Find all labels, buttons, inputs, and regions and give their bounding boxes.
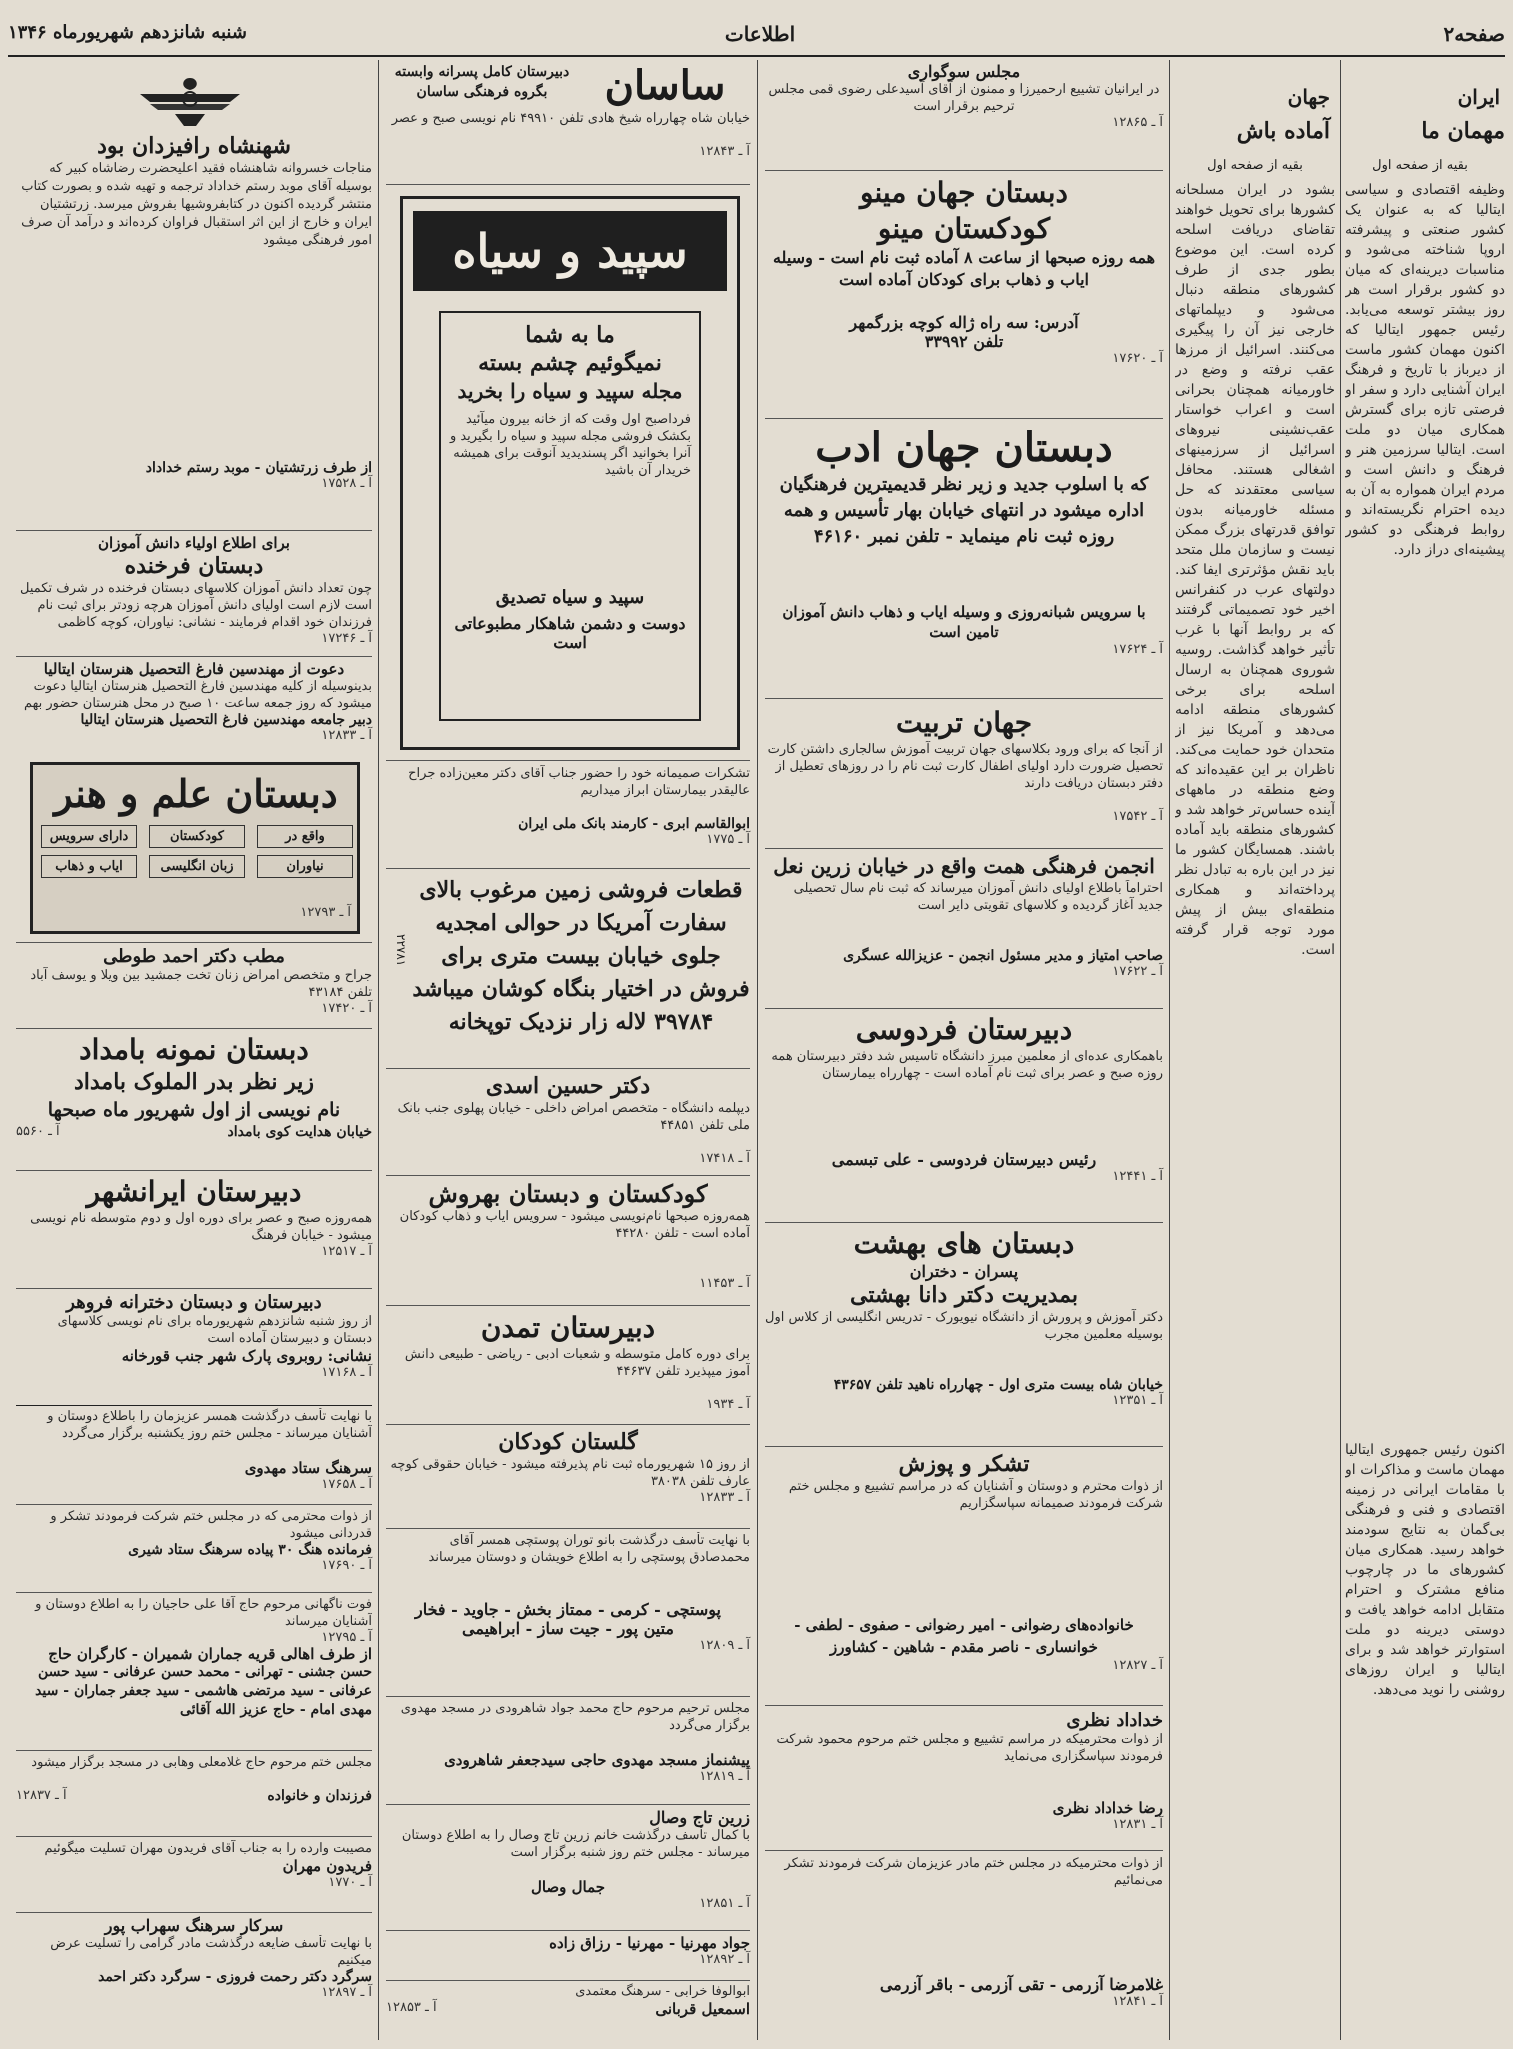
ad-jahanadab-footer: با سرویس شبانه‌روزی و وسیله ایاب و ذهاب دانش آموزان تامین است <box>782 603 1146 641</box>
ad-mosque-ref: آ ـ ۱۲۸۱۹ <box>699 1769 750 1784</box>
ad-behrooz-title: کودکستان و دبستان بهروش <box>428 1179 708 1208</box>
ad-nazari-body: از ذوات محترمیکه در مراسم تشییع و مجلس ختم مرحوم محمود شرکت فرمودند سپاسگزاری می‌نماید <box>776 1732 1163 1764</box>
issue-date: شنبه شانزدهم شهریورماه ۱۳۴۶ <box>8 22 247 43</box>
ad-jahanadab-title: دبستان جهان ادب <box>815 424 1113 471</box>
ad-thanks-title: تشکر و پوزش <box>898 1451 1030 1477</box>
ad-sepid-logo: سپید و سیاه <box>413 211 727 291</box>
world-body: بشود در ایران مسلحانه کشورها برای تحویل خواهند تقاضای دریافت اسلحه کرده است. این موضوع بطور جدی از طرف کشورهای منطقه دنبال می‌شود و دیپلماتهای خارجی نیز آن را پیگیری می‌کنند. اسرائیل از مرزها عقب نرفته و وضع در خاورمیانه همچنان بحرانی است و اعراب خواستار عقب‌نشینی نیروهای اسرائیل از سرزمینهای اشغالی هستند. محافل سیاسی معتقدند که حل مسئله خاورمیانه بدون توافق قدرتهای بزرگ ممکن نیست و سازمان ملل متحد باید نقش مؤثرتری ایفا کند. دولتهای عرب در کنفرانس اخیر خود تصمیماتی گرفتند که بر روابط آنها با غرب تأثیر خواهد گذاشت. روسیه شوروی همچنان به ارسال اسلحه برای برخی کشورهای منطقه ادامه می‌دهد و آمریکا نیز از متحدان خود حمایت می‌کند. ناظران بر این عقیده‌اند که وضع منطقه در ماههای آینده حساس‌تر خواهد شد و کشورهای منطقه باید آماده باشند. همسایگان کشور ما نیز در این باره به تبادل نظر پرداخته‌اند و همکاری منطقه‌ای بیش از پیش مورد توجه قرار گرفته است. <box>1175 182 1335 958</box>
ad-shemiran-ref: آ ـ ۱۲۷۹۵ <box>321 1630 372 1645</box>
ad-anjoman-body: احتراماً باطلاع اولیای دانش آموزان میرساند که ثبت نام سال تحصیلی جدید آغاز گردیده و کلاسهای تقویتی دایر است <box>793 881 1163 913</box>
ad-farkhondeh-body: چون تعداد دانش آموزان کلاسهای دبستان فرخنده در شرف تکمیل است لازم است اولیای دانش آموزان هرچه زودتر برای ثبت نام فرزندان خود اقدام فرمایند - نشانی: نیاوران، کوچه کاظمی <box>20 581 372 630</box>
ad-forouhar <box>16 1292 372 1402</box>
ad-vahabi <box>16 1754 372 1834</box>
ad-mourning <box>765 62 1163 167</box>
ad-elmohonar-l1: دارای سرویس <box>41 825 137 848</box>
ad-ferdowsi-sign: رئیس دبیرستان فردوسی - علی تبسمی <box>831 1150 1097 1169</box>
ad-thanks-doctor <box>386 765 750 865</box>
ad-sohrab-sign: سرگرد دکتر رحمت فروزی - سرگرد دکتر احمد <box>98 1969 372 1985</box>
ad-vahabi-body: مجلس ختم مرحوم حاج غلامعلی وهابی در مسجد برگزار میشود <box>31 1755 372 1770</box>
ad-ferdowsi-body: باهمکاری عده‌ای از معلمین مبرز دانشگاه تاسیس شد دفتر دبیرستان همه روزه صبح و عصر برای ثبت نام آماده است - چهارراه بیمارستان <box>771 1049 1163 1081</box>
ad-tarbiat-title: جهان تربیت <box>895 706 1033 739</box>
iran-continuation: بقیه از صفحه اول <box>1372 158 1468 173</box>
ad-mehran-sign: فریدون مهران <box>282 1857 372 1875</box>
ad-behesht <box>765 1226 1163 1441</box>
ad-sepid-line2: نمیگوئیم چشم بسته <box>478 350 662 376</box>
ad-elmohonar-l5: واقع در <box>257 825 353 848</box>
ad-tarbiat-body: از آنجا که برای ورود بکلاسهای جهان تربیت آموزش سالجاری داشتن کارت تحصیل ضرورت دارد اولیای اطفال کارت ثبت نام را در روزهای تعطیل از دفتر دبستان دریافت دارند <box>767 742 1163 791</box>
ad-azarmi-ref: آ ـ ۱۲۸۴۱ <box>1112 1994 1163 2009</box>
ad-shahanshah-body: مناجات خسروانه شاهنشاه فقید اعلیحضرت رضاشاه کبیر که بوسیله آقای موبد رستم خداداد ترجمه و تهیه شده و بصورت کتاب منتشر گردیده اکنون در کتابفروشیها بفروش میرسد. زرتشتیان ایران و خارج از این اثر استقبال فراوان کرده‌اند و درآمد آن صرف امور فرهنگی میشود <box>21 161 372 248</box>
ad-shemiran-body: فوت ناگهانی مرحوم حاج آقا علی حاجیان را به اطلاع دوستان و آشنایان میرساند <box>35 1597 372 1629</box>
ad-shahanshah-ref: آ ـ ۱۷۵۲۸ <box>321 476 372 491</box>
ad-mehrnia <box>386 1934 750 1978</box>
ad-zarin-ref: آ ـ ۱۲۸۵۱ <box>699 1896 750 1911</box>
ad-sepid-line3: مجله سپید و سیاه را بخرید <box>457 379 683 403</box>
ad-honarestan-sign: دبیر جامعه مهندسین فارغ التحصیل هنرستان ایتالیا <box>80 712 372 728</box>
ad-minoo-ref: آ ـ ۱۷۶۲۰ <box>1112 351 1163 366</box>
ad-vahabi-ref: آ ـ ۱۲۸۳۷ <box>16 1788 67 1803</box>
ad-behesht-ref: آ ـ ۱۲۳۵۱ <box>1112 1393 1163 1408</box>
ad-thanks-multi-ref: آ ـ ۱۲۸۰۹ <box>699 1638 750 1653</box>
ad-thanks-multi-sign2: متین پور - جیت ساز - ابراهیمی <box>461 1619 674 1638</box>
ad-bamdad-title: دبستان نمونه بامداد <box>79 1033 309 1066</box>
ad-mehrnia-body: جواد مهرنیا - مهرنیا - رزاق زاده <box>549 1934 750 1952</box>
ad-sasan <box>386 62 750 182</box>
ad-asadi-body: دیپلمه دانشگاه - متخصص امراض داخلی - خیابان پهلوی جنب بانک ملی تلفن ۴۴۸۵۱ <box>397 1101 750 1133</box>
ad-shahanshah <box>16 132 372 527</box>
ad-mehran-body: مصیبت وارده را به جناب آقای فریدون مهران تسلیت میگوئیم <box>44 1841 372 1856</box>
iran-body-2: اکنون رئیس جمهوری ایتالیا مهمان ماست و مذاکرات او با مقامات ایرانی در زمینه اقتصادی و فنی و فرهنگی بی‌گمان به نتایج سودمند خواهد رسید. همکاری میان کشورهای ما در چارچوب منافع مشترک و احترام متقابل ادامه خواهد یافت و دوستی دیرینه دو ملت استوارتر خواهد شد و برای ایتالیا و ایران روزهای روشنی را نوید می‌دهد. <box>1345 1442 1505 1698</box>
ad-shemiran-sign1: از طرف اهالی قریه جماران شمیران - کارگران حاج <box>48 1645 372 1663</box>
ad-shemiran <box>16 1596 372 1746</box>
ad-iranshahr-title: دبیرستان ایرانشهر <box>86 1175 302 1208</box>
ad-azarmi <box>765 1855 1163 2035</box>
ad-asadi-ref: آ ـ ۱۷۴۱۸ <box>699 1151 750 1166</box>
ad-behesht-director: بمدیریت دکتر دانا بهشتی <box>849 1282 1078 1308</box>
ad-asadi-title: دکتر حسین اسدی <box>485 1073 651 1099</box>
ad-forouhar-title: دبیرستان و دبستان دخترانه فروهر <box>66 1292 322 1313</box>
ad-toti <box>16 946 372 1026</box>
ad-tamadon-title: دبیرستان تمدن <box>480 1311 656 1344</box>
col-rule-3 <box>378 60 379 2040</box>
iran-body-1: وظیفه اقتصادی و سیاسی ایتالیا که به عنوان یک کشور صنعتی و پیشرفته اروپا شناخته می‌شود و مناسبات دیرینه‌ای که میان دو کشور برقرار است هر روز بیشتر توسعه می‌یابد. رئیس جمهور ایتالیا که اکنون مهمان کشور ماست از دیرباز با تاریخ و فرهنگ ایران آشنایی دارد و سفر او فرصتی تازه برای گسترش همکاری میان دو ملت است. ایتالیا سرزمین هنر و فرهنگ و دانش است و مردم ایران همواره به آن به دیده احترام نگریسته‌اند و روابط فرهنگی دو کشور پیشینه‌ای دراز دارد. <box>1345 182 1505 558</box>
ad-asadi <box>386 1072 750 1172</box>
ad-ghorbani <box>386 1983 750 2043</box>
ad-sepid-footer2: دوست و دشمن شاهکار مطبوعاتی است <box>454 614 686 652</box>
ad-tarahoum2-sign: فرمانده هنگ ۳۰ پیاده سرهنگ ستاد شیری <box>128 1542 372 1558</box>
ad-tarahoum1-sign: سرهنگ ستاد مهدوی <box>244 1459 372 1477</box>
ad-toti-title: مطب دکتر احمد طوطی <box>103 946 285 967</box>
ad-honarestan-body: بدینوسیله از کلیه مهندسین فارغ التحصیل هنرستان ایتالیا دعوت میشود که روز جمعه ساعت ۱۰ صبح در محل هنرستان حضور بهم <box>23 679 372 711</box>
ad-zarin <box>386 1808 750 1928</box>
ad-elmohonar-l2: ایاب و ذهاب <box>41 855 137 878</box>
ad-nazari-ref: آ ـ ۱۲۸۳۱ <box>1112 1817 1163 1832</box>
ad-thanks-multi-body: با نهایت تأسف درگذشت بانو توران پوستچی همسر آقای محمدصادق پوستچی را به اطلاع خویشان و دوستان میرساند <box>428 1533 750 1565</box>
ad-land-side: ۲۲۷۸۱ <box>394 934 408 967</box>
ad-ferdowsi <box>765 1012 1163 1217</box>
ad-elmohonar-ref: آ ـ ۱۲۷۹۳ <box>300 905 351 920</box>
ad-golestan-title: گلستان کودکان <box>498 1429 638 1455</box>
ad-elmohonar <box>30 762 360 934</box>
ad-ferdowsi-title: دبیرستان فردوسی <box>855 1013 1073 1046</box>
ad-nazari-sign: رضا خداداد نظری <box>1052 1799 1163 1817</box>
ad-honarestan-ref: آ ـ ۱۲۸۳۳ <box>321 728 372 743</box>
ad-farkhondeh-head: برای اطلاع اولیاء دانش آموزان <box>98 534 290 552</box>
ad-thanks-body: از ذوات محترم و دوستان و آشنایان که در مراسم تشییع و مجلس ختم شرکت فرمودند صمیمانه سپاسگزاریم <box>788 1479 1163 1511</box>
ad-iranshahr-body: همه‌روزه صبح و عصر برای دوره اول و دوم متوسطه نام نویسی میشود - خیابان فرهنگ <box>30 1211 372 1243</box>
page-number: صفحه۲ <box>1443 22 1505 46</box>
ad-azarmi-sign: غلامرضا آزرمی - تقی آزرمی - باقر آزرمی <box>879 1975 1163 1994</box>
ad-anjoman <box>765 852 1163 1002</box>
ad-elmohonar-title: دبستان علم و هنر <box>54 771 338 816</box>
ad-thanks-doctor-body: تشکرات صمیمانه خود را حضور جناب آقای دکتر معین‌زاده جراح عالیقدر بیمارستان ابراز میداریم <box>408 766 750 798</box>
ad-minoo-subtitle: کودکستان مینو <box>877 212 1051 245</box>
ad-sohrab-body: با نهایت تأسف ضایعه درگذشت مادر گرامی را تسلیت عرض میکنیم <box>50 1936 372 1968</box>
ad-thanks-multi <box>386 1532 750 1692</box>
ad-anjoman-title: انجمن فرهنگی همت واقع در خیابان زرین نعل <box>773 854 1155 878</box>
ad-farkhondeh-ref: آ ـ ۱۷۲۴۶ <box>321 631 372 646</box>
ad-jahanadab-body: که با اسلوب جدید و زیر نظر قدیمیترین فرهنگیان اداره میشود در انتهای خیابان بهار تأسیس و همه روزه ثبت نام مینماید - تلفن نمبر ۴۶۱۶۰ <box>779 474 1149 547</box>
world-continuation: بقیه از صفحه اول <box>1207 158 1303 173</box>
ad-zarin-body: با کمال تأسف درگذشت خانم زرین تاج وصال را به اطلاع دوستان میرساند - مجلس ختم روز شنبه برگزار است <box>401 1828 750 1860</box>
ad-mosque-body: مجلس ترحیم مرحوم حاج محمد جواد شاهرودی در مسجد مهدوی برگزار می‌گردد <box>400 1701 750 1733</box>
ad-honarestan-title: دعوت از مهندسین فارغ التحصیل هنرستان ایتالیا <box>43 660 345 678</box>
ad-thanks-families: خانواده‌های رضوانی - امیر رضوانی - صفوی - لطفی - خوانساری - ناصر مقدم - شاهین - کشاورز <box>794 1616 1134 1656</box>
ad-mourning-body: در ایرانیان تشییع ارحمیرزا و ممنون از آقای آسیدعلی رضوی قمی مجلس ترحیم برقرار است <box>768 82 1160 114</box>
ad-tarahoum2 <box>16 1508 372 1590</box>
ad-bamdad-addr: خیابان هدایت کوی بامداد <box>227 1124 372 1140</box>
ad-forouhar-ref: آ ـ ۱۷۱۶۸ <box>321 1365 372 1380</box>
ad-tarahoum1-body: با نهایت تأسف درگذشت همسر عزیزمان را باطلاع دوستان و آشنایان میرساند - مجلس ختم روز یکشنبه برگزار می‌گردد <box>47 1409 372 1441</box>
ad-behesht-body: دکتر آموزش و پرورش از دانشگاه نیویورک - تدریس انگلیسی از کلاس اول بوسیله معلمین مجرب <box>765 1310 1163 1342</box>
col-rule-0 <box>1340 60 1341 2040</box>
ad-land-body: قطعات فروشی زمین مرغوب بالای سفارت آمریکا در حوالی امجدیه جلوی خیابان بیست متری برای فروش در اختیار بنگاه کوشان میباشد ۳۹۷۸۴ لاله زار نزدیک توپخانه <box>412 877 750 1035</box>
section-label-world: جهان <box>1287 85 1330 109</box>
header-rule <box>8 55 1505 57</box>
ad-tamadon-body: برای دوره کامل متوسطه و شعبات ادبی - ریاضی - طبیعی دانش آموز میپذیرد تلفن ۴۴۶۳۷ <box>404 1347 750 1379</box>
ad-farkhondeh <box>16 534 372 654</box>
ad-mehran <box>16 1840 372 1910</box>
ad-jahanadab <box>765 424 1163 694</box>
ad-behesht-title: دبستان های بهشت <box>853 1227 1075 1260</box>
paper-title: اطلاعات <box>724 22 796 46</box>
ad-bamdad-line2: نام نویسی از اول شهریور ماه صبحها <box>47 1099 341 1121</box>
ad-ferdowsi-ref: آ ـ ۱۲۴۴۱ <box>1112 1169 1163 1184</box>
ad-behrooz-body: همه‌روزه صبحها نام‌نویسی میشود - سرویس ایاب و ذهاب کودکان آماده است - تلفن ۴۴۲۸۰ <box>399 1209 750 1241</box>
ad-land <box>386 874 750 1064</box>
ad-shemiran-sign2: حسن جشنی - تهرانی - محمد حسن عرفانی - سید حسن عرفانی - سید مرتضی هاشمی - سید جعفر جماران - سید مهدی امام - حاج عزیز الله آقائی <box>35 1664 372 1718</box>
ad-tarahoum1 <box>16 1408 372 1502</box>
ad-anjoman-ref: آ ـ ۱۷۶۲۲ <box>1112 964 1163 979</box>
ad-tamadon-ref: آ ـ ۱۹۳۴ <box>706 1397 750 1412</box>
ad-mourning-title: مجلس سوگواری <box>907 62 1021 81</box>
ad-sepid-line1: ما به شما <box>525 322 615 348</box>
col-rule-2 <box>757 60 758 2040</box>
ad-nazari <box>765 1710 1163 1845</box>
ad-behrooz <box>386 1180 750 1300</box>
ad-toti-ref: آ ـ ۱۷۴۲۰ <box>321 1001 372 1016</box>
section-label-iran: ایران <box>1457 85 1500 109</box>
ad-tamadon <box>386 1310 750 1420</box>
ad-zarin-title: زرین تاج وصال <box>649 1808 750 1827</box>
ad-azarmi-body: از ذوات محترمیکه در مجلس ختم مادر عزیزمان شرکت فرمودند تشکر می‌نمائیم <box>784 1856 1163 1888</box>
ad-tarbiat <box>765 705 1163 845</box>
ad-sepid-inner <box>439 311 701 721</box>
ad-zarin-sign: جمال وصال <box>530 1878 606 1896</box>
ad-shahanshah-sign: از طرف زرتشتیان - موبد رستم خداداد <box>145 460 372 476</box>
ad-thanks-ref: آ ـ ۱۲۸۲۷ <box>1112 1658 1163 1673</box>
ad-sasan-right: دبیرستان کامل پسرانه وابسته بگروه فرهنگی ساسان <box>394 64 570 100</box>
ad-minoo-address: آدرس: سه راه ژاله کوچه بزرگمهر <box>849 313 1079 332</box>
ad-behrooz-ref: آ ـ ۱۱۴۵۳ <box>699 1276 750 1291</box>
ad-mourning-ref: آ ـ ۱۲۸۶۵ <box>1112 115 1163 130</box>
ad-jahanadab-ref: آ ـ ۱۷۶۲۴ <box>1112 642 1163 657</box>
col-rule-1 <box>1169 60 1170 2040</box>
ad-bamdad-line1: زیر نظر بدر الملوک بامداد <box>73 1069 315 1095</box>
ad-sohrab-ref: آ ـ ۱۲۸۹۷ <box>321 1985 372 2000</box>
ad-sepid-footer1: سپید و سیاه تصدیق <box>495 587 645 608</box>
ad-sepid-box <box>400 196 740 750</box>
ad-tarbiat-ref: آ ـ ۱۷۵۴۲ <box>1112 809 1163 824</box>
ad-sasan-body: خیابان شاه چهارراه شیخ هادی تلفن ۴۹۹۱۰ نام نویسی صبح و عصر <box>391 111 750 126</box>
ad-minoo <box>765 175 1163 415</box>
ad-ghorbani-sign: اسمعیل قربانی <box>655 2000 750 2018</box>
ad-thanks-multi-sign1: پوستچی - کرمی - ممتاز بخش - جاوید - فخار <box>414 1600 721 1619</box>
ad-bamdad-ref: آ ـ ۵۵۶۰ <box>16 1124 60 1139</box>
ad-vahabi-sign: فرزندان و خانواده <box>267 1788 372 1804</box>
ad-mehran-ref: آ ـ ۱۷۷۰ <box>328 1875 372 1890</box>
ad-minoo-body: همه روزه صبحها از ساعت ۸ آماده ثبت نام است - وسیله ایاب و ذهاب برای کودکان آماده است <box>772 248 1156 289</box>
ad-tarahoum1-ref: آ ـ ۱۷۶۵۸ <box>321 1477 372 1492</box>
ad-minoo-title: دبستان جهان مینو <box>860 176 1068 209</box>
ad-elmohonar-l3: کودکستان <box>149 825 245 848</box>
ad-forouhar-addr: نشانی: روبروی پارک شهر جنب قورخانه <box>121 1347 372 1365</box>
ad-tarahoum2-ref: آ ـ ۱۷۶۹۰ <box>321 1558 372 1573</box>
ad-tarahoum2-body: از ذوات محترمی که در مجلس ختم شرکت فرمودند تشکر و قدردانی میشود <box>50 1509 372 1541</box>
ad-ghorbani-body: ابوالوفا خرابی - سرهنگ معتمدی <box>575 1984 750 1999</box>
ad-mosque <box>386 1700 750 1800</box>
ad-behesht-subtitle: پسران - دختران <box>909 1262 1019 1281</box>
iran-headline: مهمان ما <box>1421 118 1505 144</box>
ad-ghorbani-ref: آ ـ ۱۲۸۵۳ <box>386 2000 437 2015</box>
ad-sasan-title: ساسان <box>604 62 726 109</box>
world-headline: آماده باش <box>1236 118 1330 144</box>
ad-honarestan <box>16 660 372 758</box>
ad-mehrnia-ref: آ ـ ۱۲۸۹۲ <box>699 1952 750 1967</box>
ad-golestan <box>386 1428 750 1523</box>
ad-farkhondeh-title: دبستان فرخنده <box>124 553 264 579</box>
ad-toti-body: جراح و متخصص امراض زنان تخت جمشید بین ویلا و یوسف آباد تلفن ۴۳۱۸۴ <box>30 968 372 1000</box>
ad-golestan-body: از روز ۱۵ شهریورماه ثبت نام پذیرفته میشود - خیابان حقوقی کوچه عارف تلفن ۳۸۰۳۸ <box>390 1457 750 1489</box>
ad-iranshahr-ref: آ ـ ۱۲۵۱۷ <box>321 1244 372 1259</box>
ad-elmohonar-l4: زبان انگلیسی <box>149 855 245 878</box>
ad-sohrab <box>16 1916 372 2036</box>
ad-golestan-ref: آ ـ ۱۲۸۳۳ <box>699 1490 750 1505</box>
ad-iranshahr <box>16 1174 372 1284</box>
ad-shahanshah-title: شهنشاه رافیزدان بود <box>97 133 291 159</box>
ad-sepid-body: فرداصبح اول وقت که از خانه بیرون میآئید بکشک فروشی مجله سپید و سیاه را بگیرید و آنرا بخوانید اگر پسندیدید آنوقت برای همیشه خریدار آن باشید <box>449 412 691 478</box>
ad-thanks-doctor-ref: آ ـ ۱۷۷۵ <box>706 832 750 847</box>
ad-thanks-doctor-sign: ابوالقاسم ابری - کارمند بانک ملی ایران <box>518 816 750 832</box>
ad-forouhar-body: از روز شنبه شانزدهم شهریورماه برای نام نویسی کلاسهای دبستان و دبیرستان آماده است <box>57 1314 372 1346</box>
ad-nazari-title: خداداد نظری <box>1066 1710 1163 1731</box>
ad-mosque-sign: پیشنماز مسجد مهدوی حاجی سیدجعفر شاهرودی <box>444 1751 750 1769</box>
ad-elmohonar-l6: نیاوران <box>257 855 353 878</box>
ad-sohrab-title: سرکار سرهنگ سهراب پور <box>104 1916 284 1935</box>
ad-behesht-phone: خیابان شاه بیست متری اول - چهارراه ناهید تلفن ۴۳۶۵۷ <box>833 1377 1163 1393</box>
ad-anjoman-sign: صاحب امتیاز و مدیر مسئول انجمن - عزیزالله عسگری <box>843 948 1163 964</box>
ad-thanks <box>765 1450 1163 1700</box>
ad-bamdad <box>16 1032 372 1167</box>
ad-minoo-phone: تلفن ۳۳۹۹۲ <box>924 332 1004 351</box>
ad-sasan-ref: آ ـ ۱۲۸۴۳ <box>699 144 750 159</box>
faravahar-icon <box>130 70 250 130</box>
